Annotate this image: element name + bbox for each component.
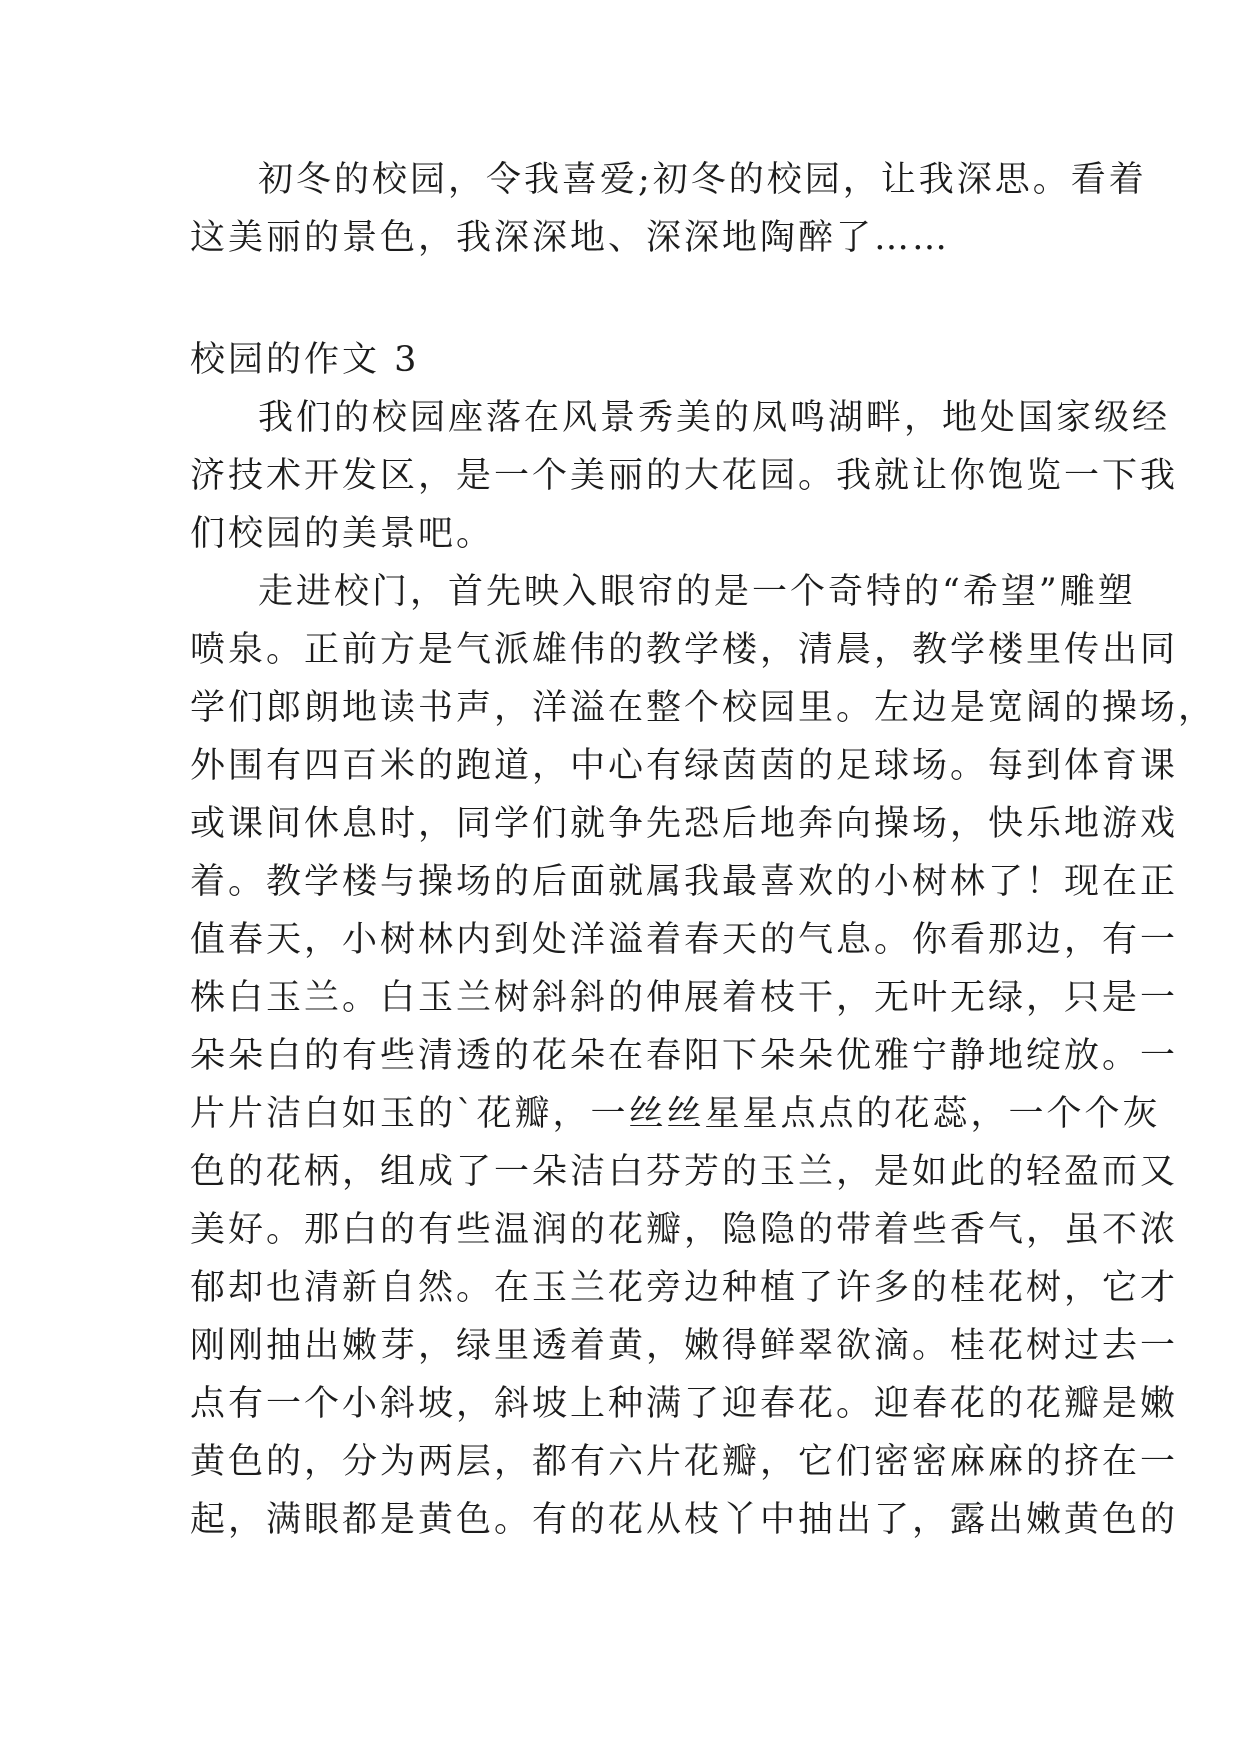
paragraph-2-line-2: 济技术开发区，是一个美丽的大花园。我就让你饱览一下我 (190, 456, 1179, 496)
paragraph-3-line-5: 或课间休息时，同学们就争先恐后地奔向操场，快乐地游戏 (190, 804, 1179, 844)
paragraph-2-line-3: 们校园的美景吧。 (190, 514, 495, 554)
paragraph-3-line-15: 点有一个小斜坡，斜坡上种满了迎春花。迎春花的花瓣是嫩 (190, 1384, 1179, 1424)
paragraph-3-line-8: 株白玉兰。白玉兰树斜斜的伸展着枝干，无叶无绿，只是一 (190, 978, 1179, 1018)
paragraph-1-line-2: 这美丽的景色，我深深地、深深地陶醉了…… (190, 218, 951, 258)
paragraph-3-line-2: 喷泉。正前方是气派雄伟的教学楼，清晨，教学楼里传出同 (190, 630, 1179, 670)
paragraph-1-line-1: 初冬的校园，令我喜爱;初冬的校园，让我深思。看着 (258, 160, 1147, 200)
paragraph-3-line-10: 片片洁白如玉的`花瓣，一丝丝星星点点的花蕊，一个个灰 (190, 1094, 1161, 1134)
paragraph-3-line-4: 外围有四百米的跑道，中心有绿茵茵的足球场。每到体育课 (190, 746, 1179, 786)
paragraph-3-line-1: 走进校门，首先映入眼帘的是一个奇特的“希望”雕塑 (258, 572, 1136, 612)
paragraph-3-line-17: 起，满眼都是黄色。有的花从枝丫中抽出了，露出嫩黄色的 (190, 1500, 1179, 1540)
paragraph-3-line-12: 美好。那白的有些温润的花瓣，隐隐的带着些香气，虽不浓 (190, 1210, 1179, 1250)
paragraph-3-line-11: 色的花柄，组成了一朵洁白芬芳的玉兰，是如此的轻盈而又 (190, 1152, 1179, 1192)
paragraph-3-line-7: 值春天，小树林内到处洋溢着春天的气息。你看那边，有一 (190, 920, 1179, 960)
paragraph-2-line-1: 我们的校园座落在风景秀美的凤鸣湖畔，地处国家级经 (258, 398, 1171, 438)
paragraph-3-line-16: 黄色的，分为两层，都有六片花瓣，它们密密麻麻的挤在一 (190, 1442, 1179, 1482)
paragraph-3-line-9: 朵朵白的有些清透的花朵在春阳下朵朵优雅宁静地绽放。一 (190, 1036, 1179, 1076)
paragraph-3-line-13: 郁却也清新自然。在玉兰花旁边种植了许多的桂花树，它才 (190, 1268, 1179, 1308)
paragraph-3-line-14: 刚刚抽出嫩芽，绿里透着黄，嫩得鲜翠欲滴。桂花树过去一 (190, 1326, 1179, 1366)
paragraph-3-line-6: 着。教学楼与操场的后面就属我最喜欢的小树林了！现在正 (190, 862, 1179, 902)
paragraph-3-line-3: 学们郎朗地读书声，洋溢在整个校园里。左边是宽阔的操场， (190, 688, 1217, 728)
section-heading: 校园的作文 3 (190, 340, 420, 380)
